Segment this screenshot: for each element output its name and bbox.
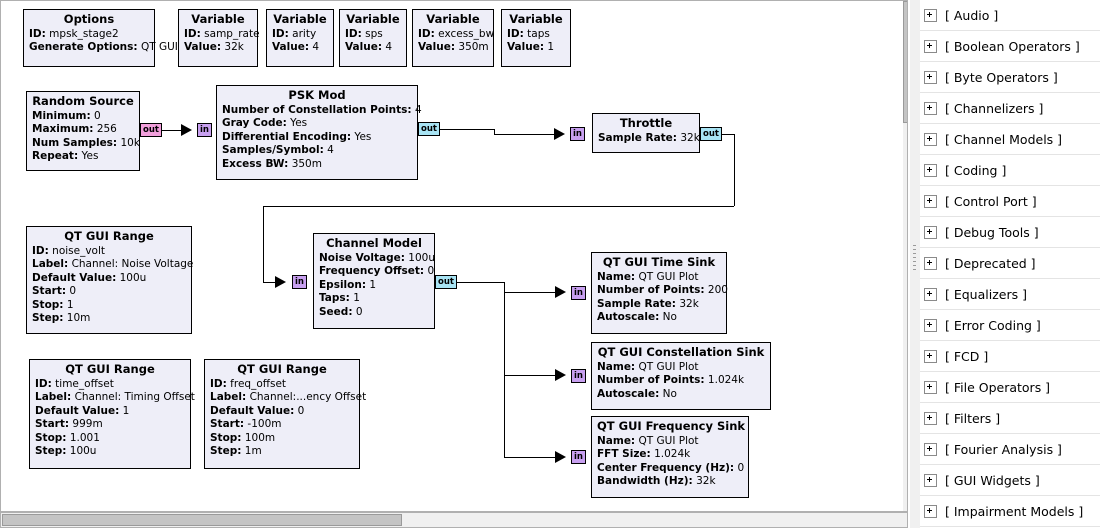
block-param-value: 200 bbox=[707, 284, 728, 296]
block-param-row bbox=[319, 292, 429, 306]
expand-plus-icon[interactable] bbox=[924, 443, 937, 456]
block-param-row bbox=[210, 405, 354, 419]
block-param-row bbox=[319, 279, 429, 293]
block-param-key: ID: bbox=[272, 27, 289, 40]
random-source-block[interactable] bbox=[26, 91, 140, 171]
block-param-key: Name: bbox=[597, 434, 636, 447]
block-tree-category-label: [ Channelizers ] bbox=[945, 100, 1044, 116]
block-title: QT GUI Frequency Sink bbox=[597, 419, 746, 433]
wire-channel-to-frequency-sink bbox=[504, 457, 555, 458]
block-title: Variable bbox=[509, 12, 563, 26]
block-param-key: Number of Constellation Points: bbox=[222, 103, 412, 116]
block-param-value: 1 bbox=[369, 278, 377, 291]
channel-model-out-port[interactable]: out bbox=[435, 275, 457, 289]
block-param-value: 350m bbox=[458, 41, 489, 53]
block-param-key: Label: bbox=[32, 258, 69, 270]
block-param-row bbox=[319, 306, 429, 320]
block-title: Variable bbox=[191, 12, 245, 26]
variable-excess-bw-block[interactable] bbox=[412, 9, 494, 67]
block-param-key: ID: bbox=[29, 27, 46, 40]
block-param-key: Default Value: bbox=[210, 404, 295, 417]
block-param-key: Noise Voltage: bbox=[319, 251, 405, 264]
block-title: Random Source bbox=[32, 94, 134, 108]
block-param-key: ID: bbox=[345, 27, 362, 40]
block-param-key: Bandwidth (Hz): bbox=[597, 475, 693, 487]
block-param-value: Yes bbox=[290, 117, 308, 129]
block-tree-category[interactable] bbox=[920, 217, 1100, 248]
block-tree-category-label: [ Deprecated ] bbox=[945, 255, 1036, 271]
block-param-row bbox=[35, 445, 185, 459]
expand-plus-icon[interactable] bbox=[924, 71, 937, 84]
block-param-value: 1m bbox=[244, 445, 262, 457]
block-tree-category[interactable] bbox=[920, 496, 1100, 527]
block-tree-category[interactable] bbox=[920, 403, 1100, 434]
block-param-key: Stop: bbox=[32, 298, 64, 311]
block-param-value: 0 bbox=[297, 404, 305, 417]
wire-channel-to-sinks-bus bbox=[504, 282, 505, 457]
block-param-value: sps bbox=[365, 27, 383, 40]
block-tree-panel[interactable] bbox=[920, 0, 1100, 528]
block-param-value: 0 bbox=[737, 461, 745, 474]
block-tree-category-label: [ Coding ] bbox=[945, 162, 1007, 178]
block-param-value: 100u bbox=[119, 271, 147, 284]
block-tree-category-label: [ Equalizers ] bbox=[945, 286, 1027, 302]
block-param-value: freq_offset bbox=[230, 377, 287, 390]
block-param-row bbox=[597, 388, 765, 402]
block-param-row bbox=[210, 418, 354, 432]
block-title: QT GUI Range bbox=[64, 229, 154, 243]
block-param-value: 0 bbox=[94, 109, 101, 122]
block-param-row bbox=[35, 432, 185, 446]
block-tree-category[interactable] bbox=[920, 465, 1100, 496]
wire-channel-to-time-sink bbox=[504, 292, 555, 293]
block-tree-category-label: [ FCD ] bbox=[945, 348, 989, 364]
block-param-row bbox=[210, 445, 354, 459]
block-param-key: Num Samples: bbox=[32, 136, 118, 149]
block-tree-category-label: [ Audio ] bbox=[945, 7, 999, 23]
block-param-row bbox=[597, 374, 765, 388]
block-param-key: Center Frequency (Hz): bbox=[597, 461, 735, 474]
block-param-row bbox=[32, 285, 186, 299]
flowgraph-canvas-surface[interactable] bbox=[1, 1, 901, 512]
block-param-value: Channel:...ency Offset bbox=[249, 391, 367, 403]
block-param-row bbox=[597, 435, 743, 449]
qt-gui-range-noise-volt-block[interactable] bbox=[26, 226, 192, 334]
block-tree-category[interactable] bbox=[920, 341, 1100, 372]
block-param-row bbox=[597, 271, 721, 285]
expand-plus-icon[interactable] bbox=[924, 350, 937, 363]
qt-gui-time-sink-in-port[interactable]: in bbox=[571, 286, 586, 300]
block-param-value: 32k bbox=[679, 297, 699, 310]
block-param-row bbox=[32, 272, 186, 286]
block-tree-category-label: [ Impairment Models ] bbox=[945, 503, 1084, 519]
block-param-row bbox=[597, 284, 728, 298]
canvas-vertical-scrollbar-thumb[interactable] bbox=[903, 1, 908, 123]
block-param-value: 1.001 bbox=[69, 431, 100, 444]
block-param-row bbox=[32, 299, 186, 313]
block-param-value: QT GUI Plot bbox=[638, 270, 699, 283]
block-param-key: Autoscale: bbox=[597, 311, 660, 323]
block-param-row bbox=[272, 28, 328, 42]
block-param-value: 32k bbox=[680, 131, 700, 144]
block-param-value: 100u bbox=[408, 251, 435, 264]
block-param-key: Maximum: bbox=[32, 123, 94, 135]
block-param-value: time_offset bbox=[55, 377, 114, 390]
wire-psk-mod-to-throttle-a bbox=[434, 129, 494, 130]
block-param-value: Channel: Noise Voltage bbox=[71, 258, 194, 270]
arrow-frequency-sink-in bbox=[555, 451, 566, 463]
block-param-row bbox=[272, 41, 328, 55]
block-param-key: Number of Points: bbox=[597, 284, 705, 296]
block-param-row bbox=[222, 103, 422, 118]
psk-mod-in-port[interactable]: in bbox=[197, 123, 212, 137]
block-param-row bbox=[35, 405, 185, 419]
block-param-key: ID: bbox=[507, 27, 524, 40]
block-param-row bbox=[597, 475, 743, 489]
block-param-value: 256 bbox=[96, 123, 117, 135]
block-param-key: Epsilon: bbox=[319, 278, 367, 291]
block-param-key: Label: bbox=[210, 391, 247, 403]
block-param-key: Stop: bbox=[35, 431, 67, 444]
block-param-key: Value: bbox=[418, 41, 456, 53]
block-param-row bbox=[597, 311, 721, 325]
block-param-row bbox=[210, 378, 354, 392]
block-param-value: arity bbox=[292, 27, 317, 40]
block-param-value: 1 bbox=[66, 298, 74, 311]
block-param-key: Repeat: bbox=[32, 150, 79, 162]
block-param-key: Default Value: bbox=[32, 271, 117, 284]
expand-plus-icon[interactable] bbox=[924, 9, 937, 22]
qt-gui-frequency-sink-block[interactable] bbox=[591, 416, 749, 498]
canvas-horizontal-scrollbar-thumb[interactable] bbox=[2, 514, 402, 526]
block-param-row bbox=[32, 258, 194, 272]
block-param-value: 4 bbox=[327, 144, 334, 156]
block-param-value: 1 bbox=[547, 41, 555, 53]
block-param-key: Generate Options: bbox=[29, 41, 138, 53]
block-param-row bbox=[35, 378, 185, 392]
wire-throttle-to-channel-c bbox=[263, 206, 734, 207]
expand-plus-icon[interactable] bbox=[924, 40, 937, 53]
block-param-row bbox=[319, 265, 435, 279]
block-tree-category-label: [ Error Coding ] bbox=[945, 317, 1041, 333]
block-param-key: Step: bbox=[210, 445, 242, 457]
expand-plus-icon[interactable] bbox=[924, 319, 937, 332]
block-tree-category-label: [ Byte Operators ] bbox=[945, 69, 1058, 85]
splitter-grip-icon bbox=[913, 245, 916, 281]
block-param-row bbox=[598, 131, 700, 146]
block-tree-category[interactable] bbox=[920, 248, 1100, 279]
block-param-row bbox=[35, 391, 195, 405]
block-tree-category[interactable] bbox=[920, 155, 1100, 186]
block-param-row bbox=[32, 245, 186, 259]
block-param-value: 0 bbox=[427, 265, 435, 277]
block-param-key: Seed: bbox=[319, 305, 353, 318]
expand-plus-icon[interactable] bbox=[924, 226, 937, 239]
variable-sps-block[interactable] bbox=[339, 9, 407, 67]
block-param-row bbox=[597, 298, 721, 312]
block-param-value: excess_bw bbox=[438, 27, 495, 40]
canvas-vertical-scrollbar[interactable] bbox=[903, 1, 908, 512]
block-param-row bbox=[210, 391, 367, 405]
block-param-value: Yes bbox=[354, 130, 372, 143]
arrow-constellation-sink-in bbox=[555, 369, 566, 381]
block-param-row bbox=[184, 27, 260, 42]
qt-gui-time-sink-block[interactable] bbox=[591, 252, 727, 334]
block-param-key: FFT Size: bbox=[597, 448, 651, 460]
block-param-key: Value: bbox=[272, 41, 310, 53]
block-param-row bbox=[597, 462, 743, 476]
block-param-row bbox=[507, 41, 565, 55]
block-param-row bbox=[32, 110, 134, 124]
block-param-key: Taps: bbox=[319, 292, 350, 304]
block-tree-category[interactable] bbox=[920, 310, 1100, 341]
block-param-key: Samples/Symbol: bbox=[222, 144, 324, 156]
block-param-value: 350m bbox=[291, 157, 322, 170]
block-tree-category[interactable] bbox=[920, 124, 1100, 155]
block-param-value: 4 bbox=[312, 41, 320, 53]
wire-channel-to-constellation-sink bbox=[504, 375, 555, 376]
block-title: Channel Model bbox=[326, 236, 422, 250]
wire-channel-to-sinks-a bbox=[451, 282, 504, 283]
block-tree-category[interactable] bbox=[920, 279, 1100, 310]
channel-model-block[interactable] bbox=[313, 233, 435, 329]
block-param-row bbox=[222, 131, 412, 145]
block-tree-category-label: [ GUI Widgets ] bbox=[945, 472, 1040, 488]
block-title: Variable bbox=[346, 12, 400, 26]
block-tree-category-label: [ Fourier Analysis ] bbox=[945, 441, 1062, 457]
block-param-row bbox=[32, 136, 140, 151]
psk-mod-out-port[interactable]: out bbox=[418, 122, 440, 136]
block-param-row bbox=[222, 144, 412, 158]
expand-plus-icon[interactable] bbox=[924, 412, 937, 425]
block-title: QT GUI Range bbox=[65, 362, 155, 376]
block-param-row bbox=[597, 448, 743, 462]
block-param-key: Label: bbox=[35, 391, 72, 403]
psk-mod-block[interactable] bbox=[216, 85, 422, 180]
block-param-row bbox=[345, 28, 401, 42]
block-tree-category[interactable] bbox=[920, 186, 1100, 217]
block-param-value: 32k bbox=[224, 41, 244, 53]
block-param-row bbox=[35, 418, 185, 432]
block-param-value: 4 bbox=[414, 103, 422, 116]
wire-throttle-to-channel-b bbox=[734, 134, 735, 206]
block-tree-category[interactable] bbox=[920, 93, 1100, 124]
block-param-row bbox=[345, 41, 401, 55]
block-param-value: -100m bbox=[247, 418, 282, 430]
block-param-value: QT GUI Plot bbox=[638, 434, 699, 447]
panel-splitter[interactable] bbox=[910, 0, 920, 528]
block-title: QT GUI Range bbox=[237, 362, 327, 376]
block-param-value: 100u bbox=[69, 445, 97, 457]
options-block[interactable] bbox=[23, 9, 178, 67]
block-param-key: Start: bbox=[210, 418, 245, 430]
qt-gui-constellation-sink-block[interactable] bbox=[591, 342, 771, 410]
variable-taps-block[interactable] bbox=[501, 9, 571, 67]
expand-plus-icon[interactable] bbox=[924, 381, 937, 394]
expand-plus-icon[interactable] bbox=[924, 195, 937, 208]
block-param-value: noise_volt bbox=[52, 244, 106, 257]
channel-model-in-port[interactable]: in bbox=[292, 275, 307, 289]
block-param-key: Differential Encoding: bbox=[222, 130, 352, 143]
block-tree-category-label: [ Control Port ] bbox=[945, 193, 1037, 209]
block-param-key: Value: bbox=[507, 41, 545, 53]
block-param-value: No bbox=[662, 387, 677, 400]
block-param-value: Channel: Timing Offset bbox=[74, 391, 195, 403]
block-param-key: Start: bbox=[32, 285, 67, 297]
block-title: Options bbox=[63, 12, 115, 26]
block-title: Variable bbox=[273, 12, 327, 26]
qt-gui-constellation-sink-in-port[interactable]: in bbox=[571, 369, 586, 383]
block-param-value: QT GUI bbox=[140, 41, 178, 53]
block-param-value: 10k bbox=[120, 136, 140, 149]
block-param-row bbox=[32, 123, 134, 137]
block-tree-category[interactable] bbox=[920, 31, 1100, 62]
block-tree-category[interactable] bbox=[920, 372, 1100, 403]
block-param-row bbox=[222, 117, 412, 131]
block-param-key: Excess BW: bbox=[222, 157, 289, 170]
block-param-row bbox=[418, 41, 488, 55]
block-param-value: samp_rate bbox=[204, 27, 260, 40]
expand-plus-icon[interactable] bbox=[924, 102, 937, 115]
block-param-key: Name: bbox=[597, 360, 636, 373]
qt-gui-frequency-sink-in-port[interactable]: in bbox=[571, 450, 586, 464]
block-param-row bbox=[319, 251, 435, 266]
block-tree-category[interactable] bbox=[920, 0, 1100, 31]
block-tree-category-label: [ Filters ] bbox=[945, 410, 1001, 426]
wire-psk-mod-to-throttle-c bbox=[494, 134, 554, 135]
block-param-value: 10m bbox=[66, 312, 91, 324]
block-param-key: Gray Code: bbox=[222, 117, 287, 129]
block-param-row bbox=[29, 28, 149, 42]
variable-arity-block[interactable] bbox=[266, 9, 334, 67]
block-title: QT GUI Constellation Sink bbox=[597, 345, 765, 359]
block-param-row bbox=[29, 41, 178, 55]
throttle-out-port[interactable]: out bbox=[700, 127, 722, 141]
block-param-value: 32k bbox=[696, 475, 716, 487]
throttle-block[interactable] bbox=[592, 113, 700, 153]
block-param-key: ID: bbox=[32, 244, 49, 257]
expand-plus-icon[interactable] bbox=[924, 474, 937, 487]
block-param-value: 999m bbox=[72, 418, 103, 430]
block-param-row bbox=[418, 27, 495, 42]
expand-plus-icon[interactable] bbox=[924, 164, 937, 177]
block-param-row bbox=[597, 361, 765, 375]
block-tree-category-label: [ Channel Models ] bbox=[945, 131, 1063, 147]
block-param-value: 100m bbox=[244, 431, 276, 444]
block-param-key: Value: bbox=[184, 41, 222, 53]
block-param-key: Value: bbox=[345, 41, 383, 53]
block-param-value: 1 bbox=[353, 292, 360, 304]
block-param-key: ID: bbox=[418, 27, 435, 40]
arrow-time-sink-in bbox=[555, 286, 566, 298]
arrow-channel-model-in bbox=[275, 276, 286, 288]
block-title: QT GUI Time Sink bbox=[602, 255, 716, 269]
block-param-row bbox=[184, 41, 252, 55]
qt-gui-range-freq-offset-block[interactable] bbox=[204, 359, 367, 469]
block-param-row bbox=[222, 158, 412, 172]
block-param-row bbox=[507, 28, 565, 42]
expand-plus-icon[interactable] bbox=[924, 505, 937, 518]
block-tree-category-label: [ File Operators ] bbox=[945, 379, 1051, 395]
expand-plus-icon[interactable] bbox=[924, 257, 937, 270]
block-param-value: 1.024k bbox=[654, 448, 691, 460]
block-param-value: taps bbox=[527, 27, 550, 40]
block-param-key: Frequency Offset: bbox=[319, 265, 425, 277]
block-title: PSK Mod bbox=[288, 88, 346, 102]
block-tree-category[interactable] bbox=[920, 62, 1100, 93]
block-param-key: ID: bbox=[35, 377, 52, 390]
block-param-key: ID: bbox=[210, 377, 227, 390]
block-title: Variable bbox=[426, 12, 480, 26]
block-tree-category[interactable] bbox=[920, 434, 1100, 465]
block-param-key: Step: bbox=[32, 312, 64, 324]
block-param-value: 1 bbox=[122, 404, 130, 417]
block-param-key: Sample Rate: bbox=[597, 297, 676, 310]
wire-throttle-to-channel-d bbox=[263, 206, 264, 282]
expand-plus-icon[interactable] bbox=[924, 133, 937, 146]
block-param-value: mpsk_stage2 bbox=[49, 27, 119, 40]
arrow-throttle-in bbox=[554, 128, 565, 140]
block-param-row bbox=[32, 150, 134, 164]
block-param-key: Autoscale: bbox=[597, 387, 660, 400]
block-param-value: 4 bbox=[385, 41, 393, 53]
block-param-value: 0 bbox=[355, 305, 363, 318]
block-param-value: No bbox=[662, 311, 677, 323]
block-param-key: Default Value: bbox=[35, 404, 120, 417]
block-title: Throttle bbox=[619, 116, 673, 130]
block-param-row bbox=[32, 312, 186, 326]
block-param-key: Stop: bbox=[210, 431, 242, 444]
block-tree-category-label: [ Debug Tools ] bbox=[945, 224, 1039, 240]
block-param-value: Yes bbox=[81, 150, 99, 162]
canvas-horizontal-scrollbar[interactable] bbox=[0, 512, 908, 528]
block-param-key: Name: bbox=[597, 270, 636, 283]
throttle-in-port[interactable]: in bbox=[570, 127, 585, 141]
variable-samp-rate-block[interactable] bbox=[178, 9, 258, 67]
arrow-psk-mod-in bbox=[181, 124, 192, 136]
block-param-key: Step: bbox=[35, 445, 67, 457]
block-tree-category-label: [ Boolean Operators ] bbox=[945, 38, 1080, 54]
block-param-key: Start: bbox=[35, 418, 70, 430]
expand-plus-icon[interactable] bbox=[924, 288, 937, 301]
block-param-key: ID: bbox=[184, 27, 201, 40]
block-param-value: 1.024k bbox=[707, 374, 745, 386]
random-source-out-port[interactable]: out bbox=[140, 123, 162, 137]
block-param-key: Sample Rate: bbox=[598, 131, 677, 144]
block-param-value: 0 bbox=[69, 285, 77, 297]
block-param-value: QT GUI Plot bbox=[638, 360, 699, 373]
block-param-row bbox=[210, 432, 354, 446]
block-param-key: Minimum: bbox=[32, 109, 91, 122]
block-param-key: Number of Points: bbox=[597, 374, 705, 386]
qt-gui-range-time-offset-block[interactable] bbox=[29, 359, 195, 469]
